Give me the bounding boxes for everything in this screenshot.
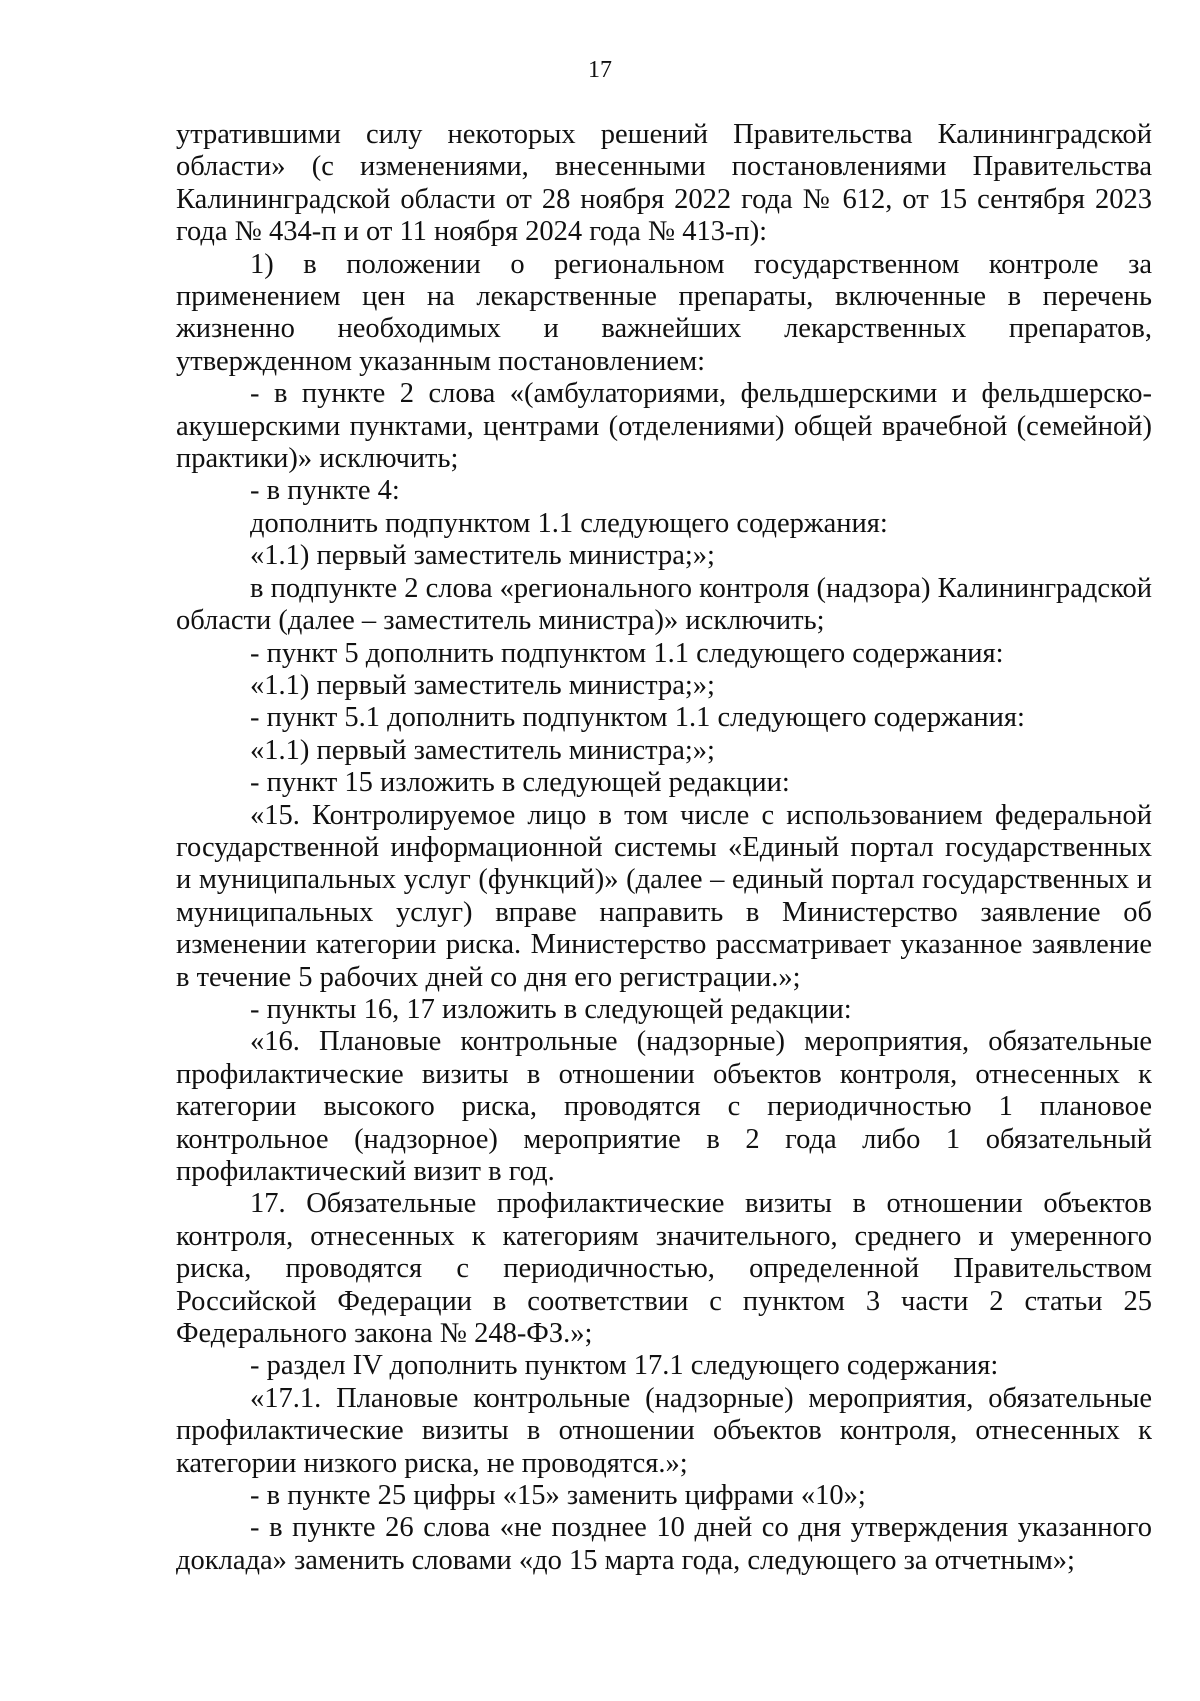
paragraph-1: утратившими силу некоторых решений Правительства Калининградской области» (с изменениями, внесенными постановлениями Правительства Калининградской области от 28 ноября 2022 года № 612, от 15 сентября 2023 года № 434-п и от 11 ноября 2024 года № 413-п): [176,119,1152,248]
paragraph-7: в подпункте 2 слова «регионального контроля (надзора) Калининградской области (далее – заместитель министра)» исключить; [176,572,1152,637]
paragraph-18: «17.1. Плановые контрольные (надзорные) мероприятия, обязательные профилактические визиты в отношении объектов контроля, отнесенных к категории низкого риска, не проводятся.»; [176,1382,1152,1479]
document-body [176,119,1152,1577]
paragraph-4: - в пункте 4: [250,475,400,507]
paragraph-17: - раздел IV дополнить пунктом 17.1 следующего содержания: [250,1350,999,1382]
paragraph-9: «1.1) первый заместитель министра;»; [250,669,715,701]
page-number: 17 [588,57,612,83]
paragraph-13: «15. Контролируемое лицо в том числе с использованием федеральной государственной информационной системы «Единый портал государственных и муниципальных услуг (функций)» (далее – единый портал государственных и муниципальных услуг) вправе направить в Министерство заявление об изменении категории риска. Министерство рассматривает указанное заявление в течение 5 рабочих дней со дня его регистрации.»; [176,799,1152,993]
paragraph-14: - пункты 16, 17 изложить в следующей редакции: [250,993,852,1025]
paragraph-3: - в пункте 2 слова «(амбулаториями, фельдшерскими и фельдшерско-акушерскими пунктами, центрами (отделениями) общей врачебной (семейной) практики)» исключить; [176,378,1152,475]
paragraph-16: 17. Обязательные профилактические визиты в отношении объектов контроля, отнесенных к категориям значительного, среднего и умеренного риска, проводятся с периодичностью, определенной Правительством Российской Федерации в соответствии с пунктом 3 части 2 статьи 25 Федерального закона № 248-ФЗ.»; [176,1188,1152,1350]
paragraph-6: «1.1) первый заместитель министра;»; [250,540,715,572]
paragraph-10: - пункт 5.1 дополнить подпунктом 1.1 следующего содержания: [250,702,1025,734]
paragraph-12: - пункт 15 изложить в следующей редакции: [250,767,790,799]
paragraph-2: 1) в положении о региональном государственном контроле за применением цен на лекарственные препараты, включенные в перечень жизненно необходимых и важнейших лекарственных препаратов, утвержденном указанным постановлением: [176,248,1152,377]
paragraph-8: - пункт 5 дополнить подпунктом 1.1 следующего содержания: [250,637,1004,669]
paragraph-19: - в пункте 25 цифры «15» заменить цифрами «10»; [250,1480,866,1512]
paragraph-5: дополнить подпунктом 1.1 следующего содержания: [250,507,888,539]
paragraph-15: «16. Плановые контрольные (надзорные) мероприятия, обязательные профилактические визиты в отношении объектов контроля, отнесенных к категории высокого риска, проводятся с периодичностью 1 плановое контрольное (надзорное) мероприятие в 2 года либо 1 обязательный профилактический визит в год. [176,1026,1152,1187]
paragraph-20: - в пункте 26 слова «не позднее 10 дней со дня утверждения указанного доклада» заменить словами «до 15 марта года, следующего за отчетным»; [176,1512,1152,1576]
paragraph-11: «1.1) первый заместитель министра;»; [250,734,715,766]
